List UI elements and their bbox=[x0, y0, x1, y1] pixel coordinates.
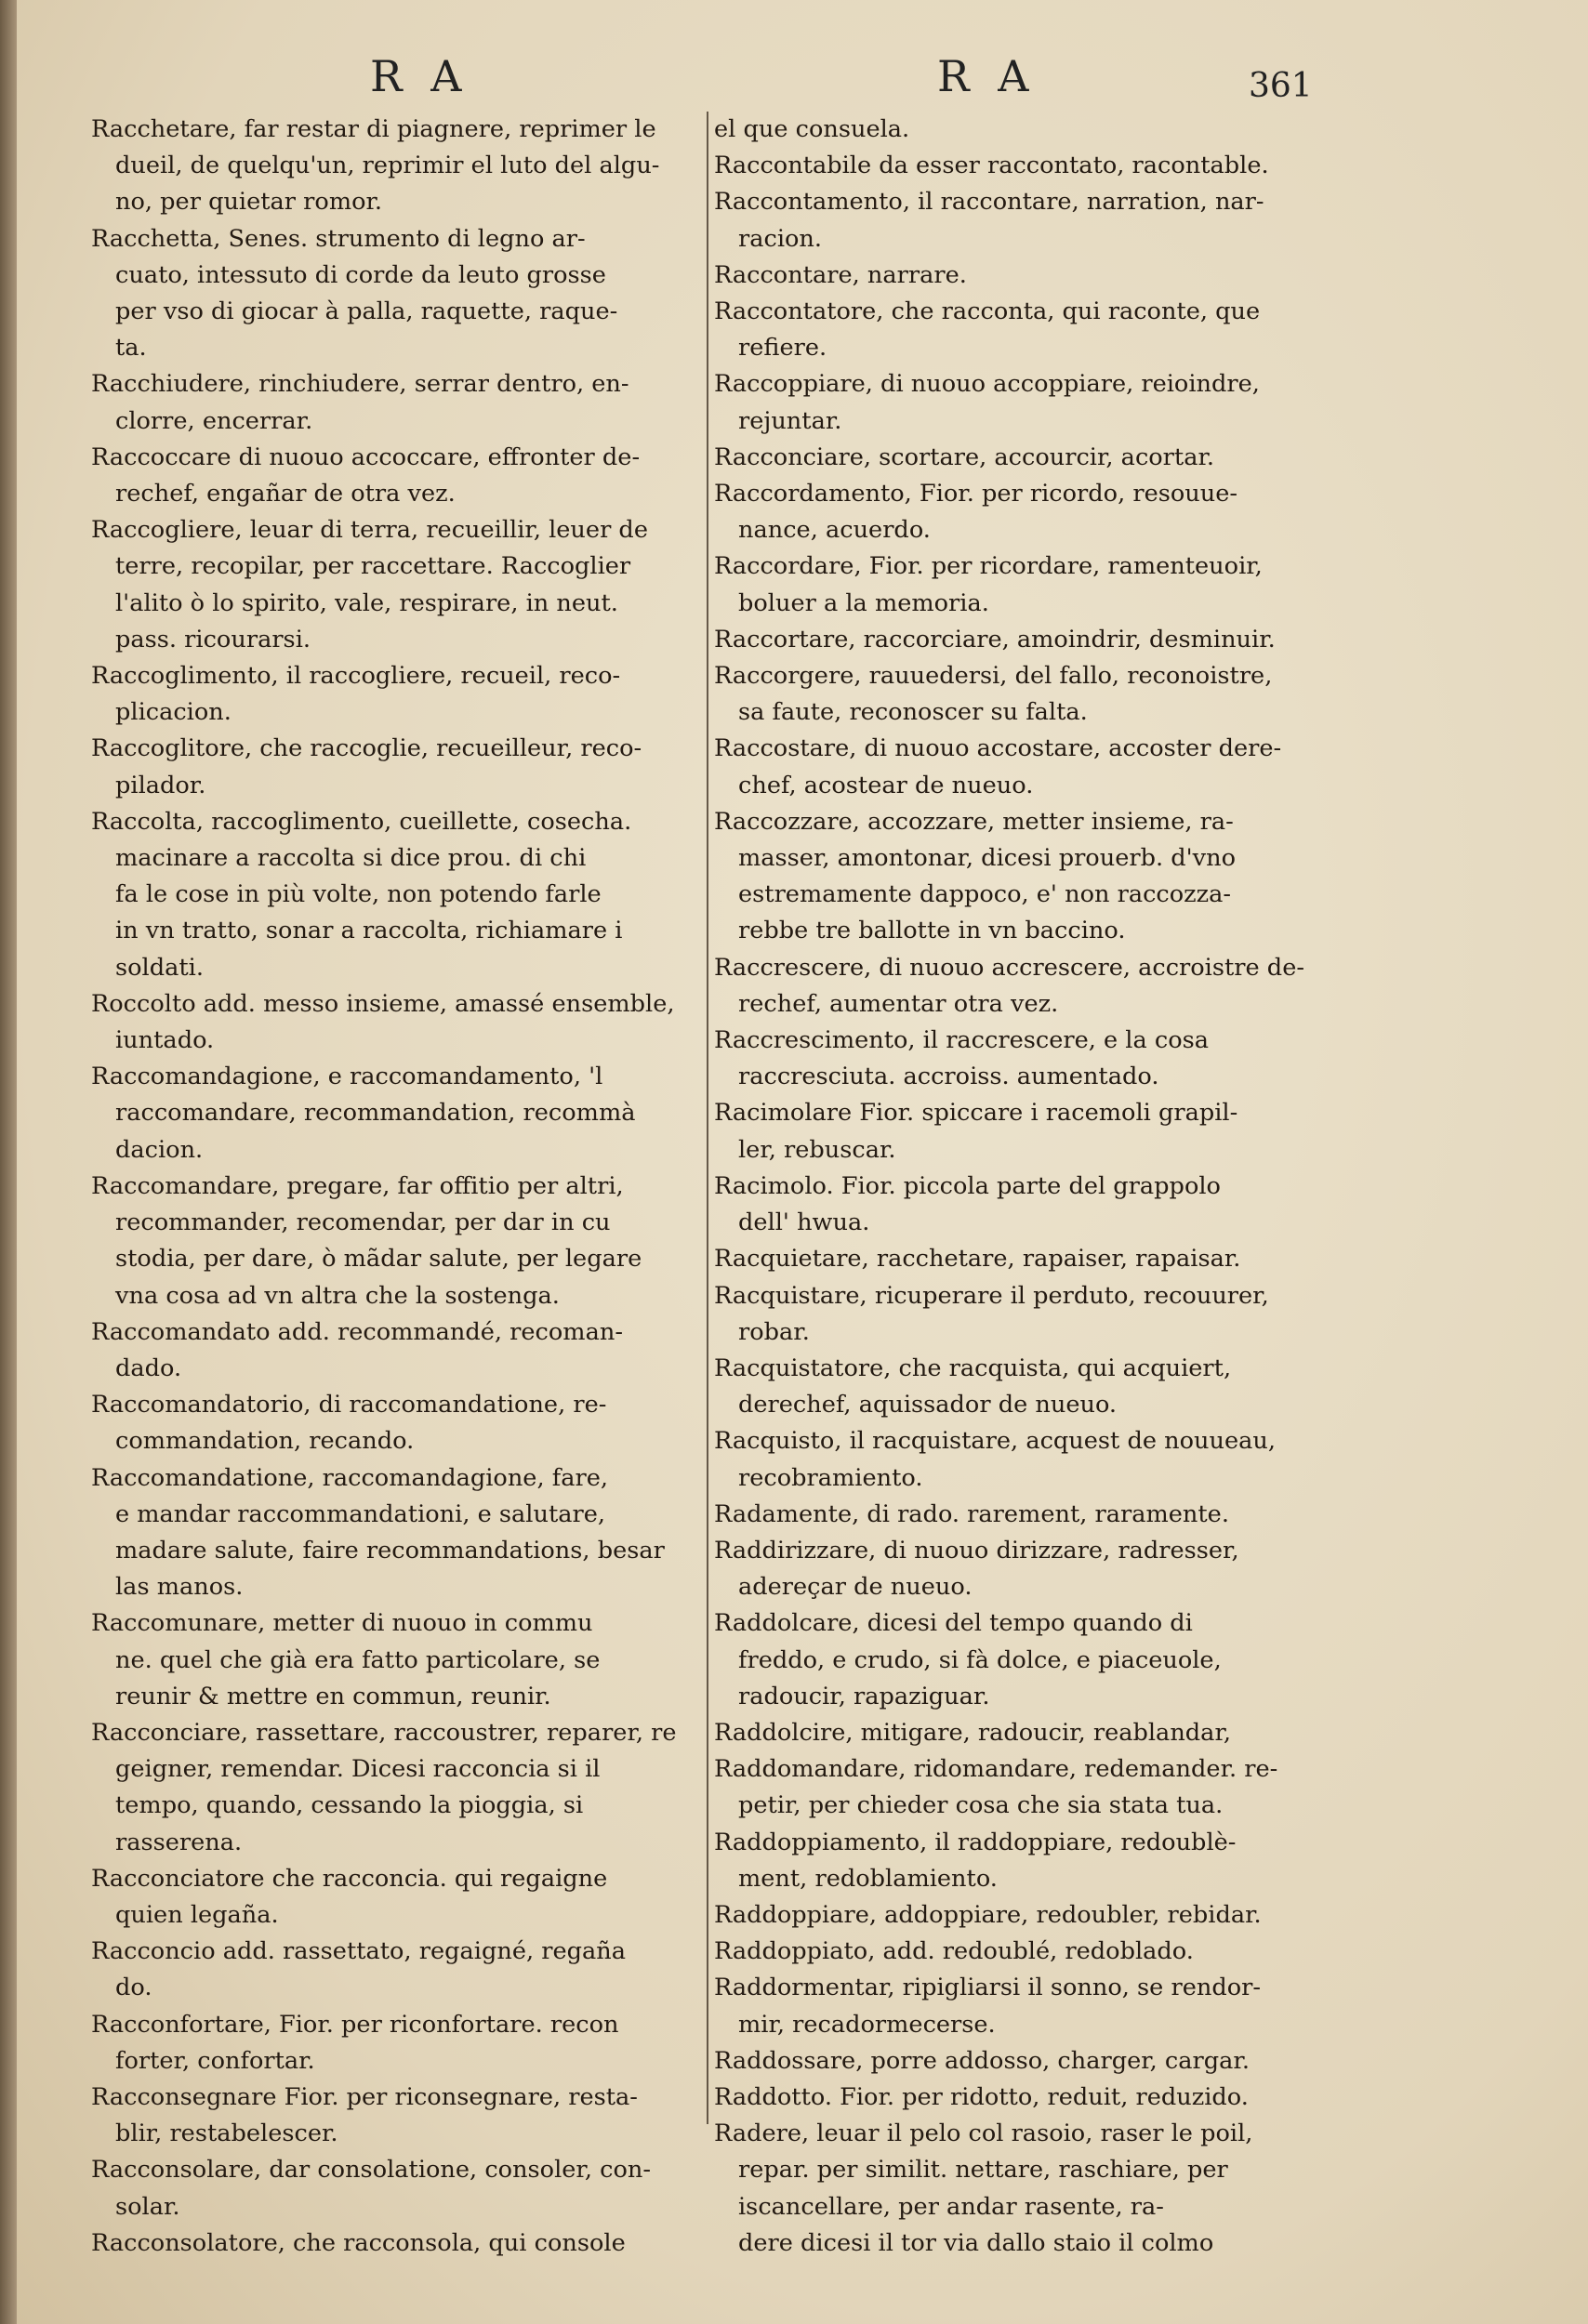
entry-continuation: do. bbox=[115, 1974, 152, 2002]
entry-headline: Racquistare, ricuperare il perduto, recouurer, bbox=[714, 1281, 1269, 1310]
dictionary-entry bbox=[91, 366, 700, 439]
dictionary-entry bbox=[714, 294, 1309, 366]
page-number: 361 bbox=[1249, 67, 1313, 105]
entry-continuation: commandation, recando. bbox=[115, 1427, 415, 1456]
entry-headline: Racconciare, rassettare, raccoustrer, reparer, re bbox=[91, 1718, 677, 1747]
entry-headline: Raccoglimento, il raccogliere, recueil, reco- bbox=[91, 662, 621, 691]
dictionary-entry bbox=[714, 112, 1309, 148]
entry-continuation: rasserena. bbox=[115, 1828, 243, 1856]
dictionary-entry bbox=[714, 440, 1309, 476]
entry-continuation: recommander, recomendar, per dar in cu bbox=[115, 1208, 611, 1237]
entry-continuation: no, per quietar romor. bbox=[115, 188, 383, 217]
entry-continuation: terre, recopilar, per raccettare. Raccoglier bbox=[115, 552, 631, 581]
entry-headline: Raccontare, narrare. bbox=[714, 260, 967, 289]
entry-continuation: dacion. bbox=[115, 1135, 204, 1164]
dictionary-entry bbox=[714, 658, 1309, 731]
dictionary-entry bbox=[714, 1351, 1309, 1423]
dictionary-entry bbox=[714, 950, 1309, 1023]
entry-headline: Raccomandare, pregare, far offitio per altri, bbox=[91, 1171, 624, 1200]
entry-headline: Raddomandare, ridomandare, redemander. re- bbox=[714, 1755, 1278, 1784]
entry-continuation: las manos. bbox=[115, 1573, 244, 1602]
entry-headline: Racquistatore, che racquista, qui acquiert, bbox=[714, 1353, 1232, 1382]
entry-continuation: fa le cose in più volte, non potendo farle bbox=[115, 880, 602, 909]
entry-continuation: repar. per similit. nettare, raschiare, per bbox=[738, 2156, 1228, 2185]
dictionary-entry bbox=[714, 1751, 1309, 1824]
dictionary-entry bbox=[91, 1715, 700, 1861]
entry-continuation: madare salute, faire recommandations, besar bbox=[115, 1536, 665, 1565]
entry-continuation: iscancellare, per andar rasente, ra- bbox=[738, 2192, 1164, 2221]
entry-headline: Raccozzare, accozzare, metter insieme, ra- bbox=[714, 807, 1234, 836]
entry-continuation: macinare a raccolta si dice prou. di chi bbox=[115, 844, 587, 873]
entry-continuation: forter, confortar. bbox=[115, 2046, 315, 2075]
dictionary-entry bbox=[714, 1970, 1309, 2042]
dictionary-entry bbox=[91, 112, 700, 221]
entry-continuation: dere dicesi il tor via dallo staio il colmo bbox=[738, 2228, 1214, 2257]
dictionary-entry bbox=[714, 1715, 1309, 1751]
entry-headline: Raccrescimento, il raccrescere, e la cosa bbox=[714, 1026, 1209, 1055]
entry-headline: Raccomandatione, raccomandagione, fare, bbox=[91, 1463, 608, 1492]
dictionary-entry bbox=[714, 1533, 1309, 1605]
dictionary-entry bbox=[91, 1934, 700, 2006]
entry-continuation: raccresciuta. accroiss. aumentado. bbox=[738, 1063, 1159, 1091]
binding-edge bbox=[0, 0, 17, 2324]
entry-continuation: tempo, quando, cessando la pioggia, si bbox=[115, 1791, 584, 1820]
entry-headline: el que consuela. bbox=[714, 115, 910, 143]
dictionary-entry bbox=[91, 1169, 700, 1314]
entry-headline: Raccomunare, metter di nuouo in commu bbox=[91, 1609, 593, 1638]
entry-headline: Raccordamento, Fior. per ricordo, resouue- bbox=[714, 480, 1238, 508]
entry-headline: Raccordare, Fior. per ricordare, ramenteuoir, bbox=[714, 552, 1263, 581]
entry-headline: Raccomandatorio, di raccomandatione, re- bbox=[91, 1391, 607, 1419]
dictionary-page bbox=[17, 0, 1588, 2324]
entry-continuation: sa faute, reconoscer su falta. bbox=[738, 698, 1088, 727]
entry-continuation: robar. bbox=[738, 1317, 810, 1346]
entry-headline: Raddoppiamento, il raddoppiare, redoublè- bbox=[714, 1828, 1237, 1856]
entry-continuation: stodia, per dare, ò mãdar salute, per legare bbox=[115, 1245, 642, 1274]
dictionary-entry bbox=[91, 2080, 700, 2152]
entry-headline: Raddirizzare, di nuouo dirizzare, radresser, bbox=[714, 1536, 1239, 1565]
dictionary-entry bbox=[714, 1934, 1309, 1970]
entry-continuation: dado. bbox=[115, 1353, 182, 1382]
entry-headline: Raccrescere, di nuouo accrescere, accroistre de- bbox=[714, 953, 1304, 982]
dictionary-entry bbox=[714, 366, 1309, 439]
entry-continuation: plicacion. bbox=[115, 698, 232, 727]
dictionary-entry bbox=[714, 476, 1309, 548]
entry-headline: Raddolcare, dicesi del tempo quando di bbox=[714, 1609, 1193, 1638]
entry-continuation: ne. quel che già era fatto particolare, se bbox=[115, 1645, 601, 1674]
entry-continuation: pass. ricourarsi. bbox=[115, 625, 311, 654]
entry-continuation: estremamente dappoco, e' non raccozza- bbox=[738, 880, 1232, 909]
entry-continuation: adereçar de nueuo. bbox=[738, 1573, 973, 1602]
entry-headline: Raccontamento, il raccontare, narration, nar- bbox=[714, 188, 1264, 217]
entry-continuation: nance, acuerdo. bbox=[738, 516, 931, 545]
entry-continuation: cuato, intessuto di corde da leuto grosse bbox=[115, 260, 606, 289]
running-head-right: R A bbox=[937, 51, 1037, 101]
entry-headline: Racconsegnare Fior. per riconsegnare, resta- bbox=[91, 2082, 638, 2111]
entry-continuation: freddo, e crudo, si fà dolce, e piaceuole, bbox=[738, 1645, 1222, 1674]
dictionary-entry bbox=[91, 2152, 700, 2225]
entry-headline: Racconsolare, dar consolatione, consoler, con- bbox=[91, 2156, 651, 2185]
dictionary-entry bbox=[714, 1825, 1309, 1897]
dictionary-entry bbox=[714, 148, 1309, 184]
entry-continuation: vna cosa ad vn altra che la sostenga. bbox=[115, 1281, 560, 1310]
dictionary-entry bbox=[714, 2116, 1309, 2262]
dictionary-entry bbox=[91, 1314, 700, 1387]
entry-continuation: chef, acostear de nueuo. bbox=[738, 771, 1034, 799]
entry-continuation: rechef, engañar de otra vez. bbox=[115, 480, 456, 508]
dictionary-entry bbox=[714, 257, 1309, 294]
entry-continuation: racion. bbox=[738, 224, 823, 253]
entry-headline: Racconciatore che racconcia. qui regaigne bbox=[91, 1864, 608, 1893]
dictionary-entry bbox=[714, 2043, 1309, 2080]
entry-continuation: pilador. bbox=[115, 771, 206, 799]
entry-headline: Raccoglitore, che raccoglie, recueilleur, reco- bbox=[91, 734, 642, 763]
entry-headline: Raccogliere, leuar di terra, recueillir, leuer de bbox=[91, 516, 648, 545]
entry-continuation: quien legaña. bbox=[115, 1900, 279, 1929]
dictionary-entry bbox=[714, 1423, 1309, 1496]
entry-continuation: mir, recadormecerse. bbox=[738, 2010, 996, 2039]
entry-continuation: raccomandare, recommandation, recommà bbox=[115, 1099, 636, 1128]
dictionary-entry bbox=[91, 221, 700, 367]
entry-headline: Roccolto add. messo insieme, amassé ensemble, bbox=[91, 989, 675, 1018]
entry-headline: Racimolo. Fior. piccola parte del grappolo bbox=[714, 1171, 1221, 1200]
entry-continuation: ment, redoblamiento. bbox=[738, 1864, 998, 1893]
column-divider bbox=[707, 112, 708, 2124]
entry-headline: Racconsolatore, che racconsola, qui console bbox=[91, 2228, 626, 2257]
entry-headline: Raddoppiato, add. redoublé, redoblado. bbox=[714, 1937, 1194, 1966]
entry-continuation: derechef, aquissador de nueuo. bbox=[738, 1391, 1118, 1419]
dictionary-entry bbox=[714, 1169, 1309, 1241]
entry-headline: Raccontabile da esser raccontato, racontable. bbox=[714, 152, 1269, 180]
dictionary-entry bbox=[714, 804, 1309, 950]
entry-continuation: masser, amontonar, dicesi prouerb. d'vno bbox=[738, 844, 1237, 873]
entry-continuation: refiere. bbox=[738, 334, 827, 363]
dictionary-entry bbox=[91, 2007, 700, 2080]
entry-continuation: ta. bbox=[115, 334, 147, 363]
entry-continuation: dueil, de quelqu'un, reprimir el luto del algu- bbox=[115, 152, 660, 180]
dictionary-entry bbox=[91, 1059, 700, 1169]
entry-headline: Raddolcire, mitigare, radoucir, reablandar, bbox=[714, 1718, 1232, 1747]
dictionary-entry bbox=[91, 1460, 700, 1606]
entry-headline: Racimolare Fior. spiccare i racemoli grapil- bbox=[714, 1099, 1238, 1128]
entry-headline: Raccortare, raccorciare, amoindrir, desminuir. bbox=[714, 625, 1276, 654]
dictionary-entry bbox=[91, 2225, 700, 2262]
entry-headline: Raddotto. Fior. per ridotto, reduit, reduzido. bbox=[714, 2082, 1249, 2111]
entry-headline: Radere, leuar il pelo col rasoio, raser le poil, bbox=[714, 2119, 1253, 2148]
entry-headline: Raccolta, raccoglimento, cueillette, cosecha. bbox=[91, 807, 632, 836]
dictionary-entry bbox=[714, 548, 1309, 621]
dictionary-entry bbox=[714, 1023, 1309, 1095]
right-column bbox=[714, 112, 1309, 2262]
dictionary-entry bbox=[714, 184, 1309, 257]
entry-headline: Racquisto, il racquistare, acquest de nouueau, bbox=[714, 1427, 1277, 1456]
left-column bbox=[91, 112, 700, 2262]
entry-continuation: rebbe tre ballotte in vn baccino. bbox=[738, 917, 1126, 945]
dictionary-entry bbox=[91, 1605, 700, 1715]
entry-headline: Racquietare, racchetare, rapaiser, rapaisar. bbox=[714, 1245, 1241, 1274]
entry-continuation: geigner, remendar. Dicesi racconcia si il bbox=[115, 1755, 601, 1784]
entry-continuation: soldati. bbox=[115, 953, 204, 982]
entry-continuation: petir, per chieder cosa che sia stata tua. bbox=[738, 1791, 1224, 1820]
entry-continuation: rejuntar. bbox=[738, 406, 842, 435]
entry-headline: Racconfortare, Fior. per riconfortare. recon bbox=[91, 2010, 619, 2039]
running-head-left: R A bbox=[370, 51, 470, 101]
dictionary-entry bbox=[91, 1861, 700, 1934]
dictionary-entry bbox=[91, 731, 700, 803]
dictionary-entry bbox=[714, 1278, 1309, 1351]
entry-headline: Raccomandagione, e raccomandamento, 'l bbox=[91, 1063, 603, 1091]
dictionary-entry bbox=[91, 1387, 700, 1459]
entry-continuation: radoucir, rapaziguar. bbox=[738, 1682, 990, 1710]
entry-headline: Raccostare, di nuouo accostare, accoster dere- bbox=[714, 734, 1282, 763]
entry-continuation: dell' hwua. bbox=[738, 1208, 870, 1237]
entry-continuation: per vso di giocar à palla, raquette, raque- bbox=[115, 297, 618, 326]
dictionary-entry bbox=[714, 1605, 1309, 1715]
entry-continuation: ler, rebuscar. bbox=[738, 1135, 896, 1164]
dictionary-entry bbox=[91, 986, 700, 1059]
entry-continuation: clorre, encerrar. bbox=[115, 406, 313, 435]
dictionary-entry bbox=[91, 804, 700, 986]
entry-headline: Racchiudere, rinchiudere, serrar dentro, en- bbox=[91, 370, 629, 399]
entry-headline: Raddormentar, ripigliarsi il sonno, se rendor- bbox=[714, 1974, 1262, 2002]
entry-continuation: boluer a la memoria. bbox=[738, 588, 989, 617]
entry-continuation: solar. bbox=[115, 2192, 180, 2221]
dictionary-entry bbox=[714, 1095, 1309, 1168]
entry-continuation: in vn tratto, sonar a raccolta, richiamare i bbox=[115, 917, 623, 945]
entry-continuation: l'alito ò lo spirito, vale, respirare, in neut. bbox=[115, 588, 618, 617]
entry-headline: Raccomandato add. recommandé, recoman- bbox=[91, 1317, 623, 1346]
entry-continuation: reunir & mettre en commun, reunir. bbox=[115, 1682, 551, 1710]
entry-headline: Radamente, di rado. rarement, raramente. bbox=[714, 1499, 1229, 1528]
dictionary-entry bbox=[714, 1497, 1309, 1533]
entry-continuation: blir, restabelescer. bbox=[115, 2119, 338, 2148]
dictionary-entry bbox=[714, 731, 1309, 803]
dictionary-entry bbox=[714, 622, 1309, 658]
entry-continuation: recobramiento. bbox=[738, 1463, 923, 1492]
dictionary-entry bbox=[714, 2080, 1309, 2116]
entry-headline: Raccoppiare, di nuouo accoppiare, reioindre, bbox=[714, 370, 1260, 399]
entry-continuation: e mandar raccommandationi, e salutare, bbox=[115, 1499, 606, 1528]
dictionary-entry bbox=[714, 1241, 1309, 1277]
entry-headline: Raccoccare di nuouo accoccare, effronter de- bbox=[91, 442, 641, 471]
entry-headline: Racconciare, scortare, accourcir, acortar. bbox=[714, 442, 1215, 471]
entry-headline: Raccontatore, che racconta, qui raconte, que bbox=[714, 297, 1261, 326]
entry-headline: Raddossare, porre addosso, charger, cargar. bbox=[714, 2046, 1250, 2075]
entry-continuation: rechef, aumentar otra vez. bbox=[738, 989, 1059, 1018]
entry-headline: Racchetta, Senes. strumento di legno ar- bbox=[91, 224, 586, 253]
entry-headline: Raddoppiare, addoppiare, redoubler, rebidar. bbox=[714, 1900, 1262, 1929]
entry-continuation: iuntado. bbox=[115, 1026, 215, 1055]
dictionary-entry bbox=[91, 512, 700, 658]
dictionary-entry bbox=[91, 658, 700, 731]
dictionary-entry bbox=[714, 1897, 1309, 1934]
entry-headline: Racchetare, far restar di piagnere, reprimer le bbox=[91, 115, 656, 143]
entry-headline: Raccorgere, rauuedersi, del fallo, reconoistre, bbox=[714, 662, 1273, 691]
entry-headline: Racconcio add. rassettato, regaigné, regaña bbox=[91, 1937, 626, 1966]
dictionary-entry bbox=[91, 440, 700, 512]
